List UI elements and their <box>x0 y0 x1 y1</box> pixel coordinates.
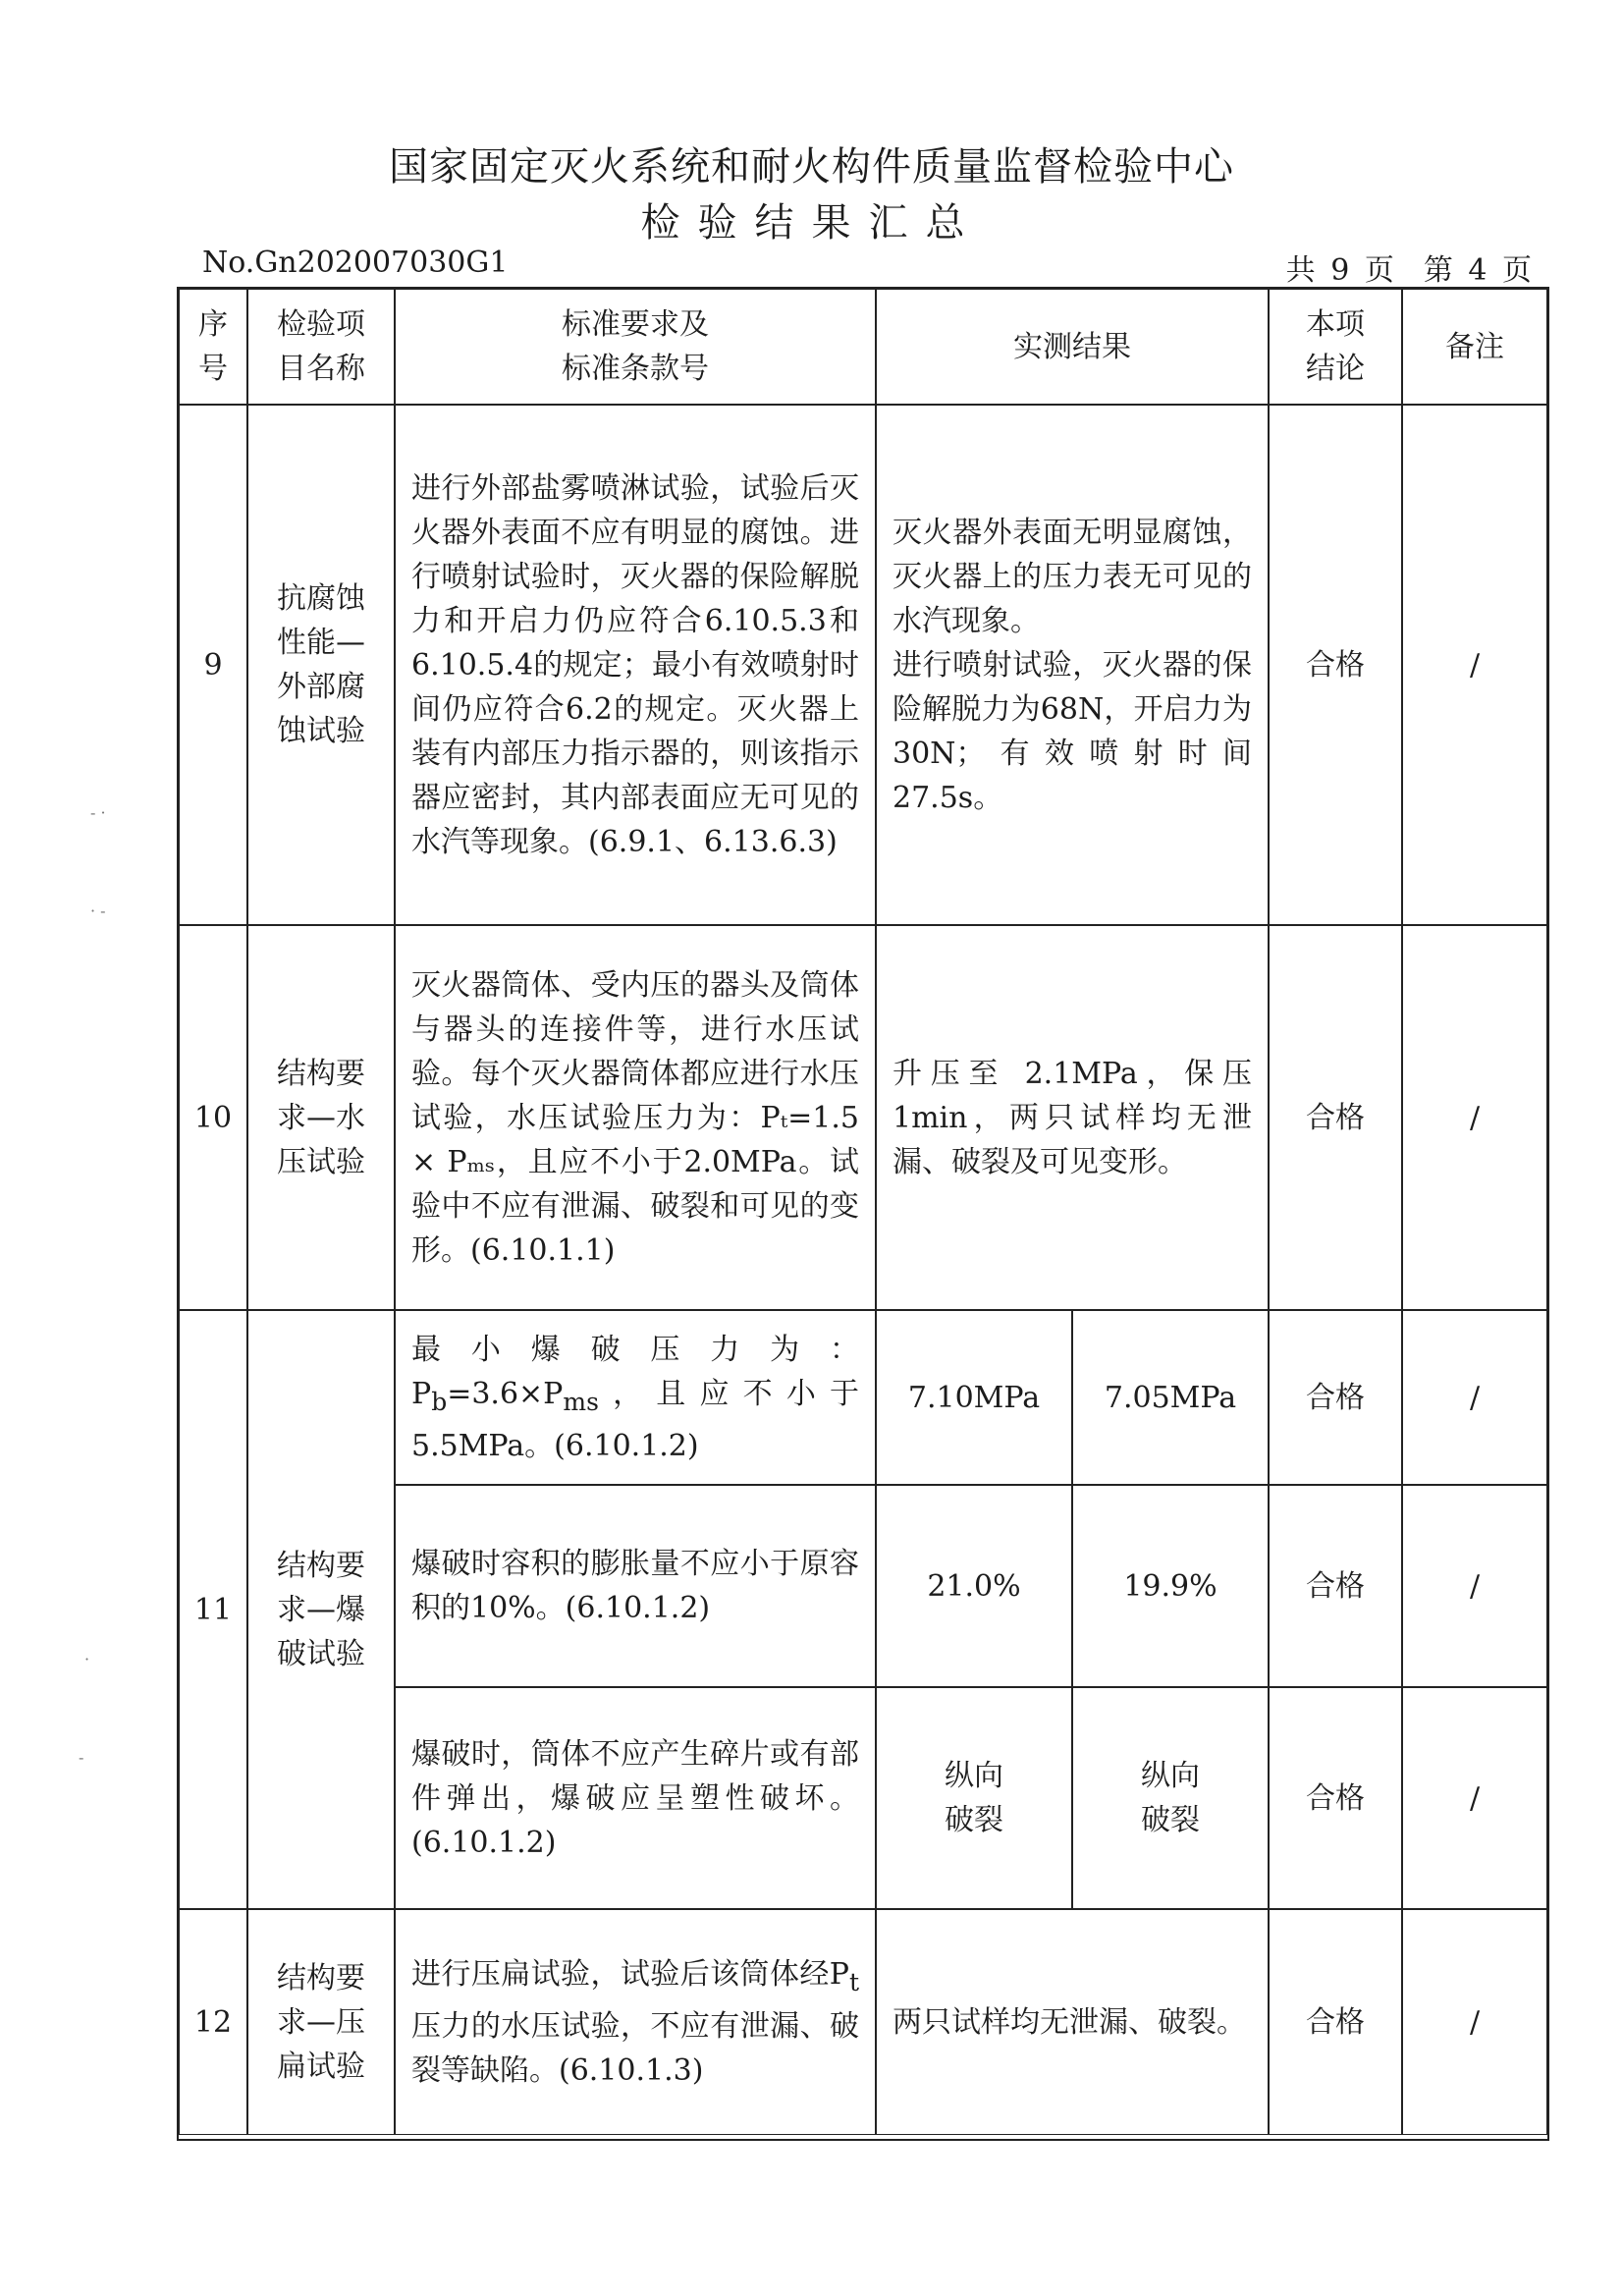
header-requirement: 标准要求及 标准条款号 <box>395 289 876 405</box>
scan-speck: · <box>84 1650 90 1668</box>
page-info: 共 9 页 第 4 页 <box>1285 253 1532 288</box>
table-subrow-conclusion: 合格 <box>1269 1485 1402 1687</box>
header-result: 实测结果 <box>876 289 1269 405</box>
table-subrow-result-b: 19.9% <box>1072 1485 1269 1687</box>
scan-speck: · ‐ <box>90 902 106 920</box>
table-row-item: 抗腐蚀 性能— 外部腐 蚀试验 <box>247 405 395 925</box>
table-row-seq: 10 <box>179 925 247 1310</box>
table-row-conclusion: 合格 <box>1269 925 1402 1310</box>
table-subrow-conclusion: 合格 <box>1269 1310 1402 1485</box>
org-title: 国家固定灭火系统和耐火构件质量监督检验中心 <box>389 144 1234 190</box>
table-subrow-result-b: 纵向 破裂 <box>1072 1687 1269 1909</box>
scan-speck: ‐ <box>79 1748 84 1767</box>
table-row-conclusion: 合格 <box>1269 1909 1402 2135</box>
doc-title: 检验结果汇总 <box>640 200 983 246</box>
header-seq: 序 号 <box>179 289 247 405</box>
table-subrow-requirement: 最小爆破压力为：$P_b=3.6\times P_{ms}$，且应不小于5.5MPa。(6.10.1.2) <box>395 1310 876 1485</box>
table-subrow-remark: / <box>1402 1485 1547 1687</box>
header-item: 检验项 目名称 <box>247 289 395 405</box>
table-row-seq: 11 <box>179 1310 247 1909</box>
report-number: No.Gn202007030G1 <box>202 246 509 280</box>
table-row-result: 灭火器外表面无明显腐蚀，灭火器上的压力表无可见的水汽现象。 进行喷射试验，灭火器的保险解脱力为68N，开启力为30N；有效喷射时间27.5s。 <box>876 405 1269 925</box>
table-row-remark: / <box>1402 925 1547 1310</box>
table-subrow-result-a: 7.10MPa <box>876 1310 1072 1485</box>
table-row-result: 升压至 2.1MPa，保压1min，两只试样均无泄漏、破裂及可见变形。 <box>876 925 1269 1310</box>
table-row-remark: / <box>1402 405 1547 925</box>
table-subrow-result-b: 7.05MPa <box>1072 1310 1269 1485</box>
table-subrow-remark: / <box>1402 1687 1547 1909</box>
table-row-item: 结构要 求—爆 破试验 <box>247 1310 395 1909</box>
table-row-item: 结构要 求—水 压试验 <box>247 925 395 1310</box>
table-row-seq: 9 <box>179 405 247 925</box>
table-row-remark: / <box>1402 1909 1547 2135</box>
table-subrow-remark: / <box>1402 1310 1547 1485</box>
table-subrow-conclusion: 合格 <box>1269 1687 1402 1909</box>
results-table <box>177 287 1549 2141</box>
table-row-requirement: 进行外部盐雾喷淋试验，试验后灭火器外表面不应有明显的腐蚀。进行喷射试验时，灭火器的保险解脱力和开启力仍应符合6.10.5.3和6.10.5.4的规定；最小有效喷射时间仍应符合6.2的规定。灭火器上装有内部压力指示器的，则该指示器应密封，其内部表面应无可见的水汽等现象。(6.9.1、6.13.6.3) <box>395 405 876 925</box>
table-row-item: 结构要 求—压 扁试验 <box>247 1909 395 2135</box>
header-remark: 备注 <box>1402 289 1547 405</box>
table-subrow-result-a: 21.0% <box>876 1485 1072 1687</box>
table-row-requirement: 进行压扁试验，试验后该筒体经$P_t$压力的水压试验，不应有泄漏、破裂等缺陷。(6.10.1.3) <box>395 1909 876 2135</box>
table-subrow-requirement: 爆破时容积的膨胀量不应小于原容积的10%。(6.10.1.2) <box>395 1485 876 1687</box>
table-row-seq: 12 <box>179 1909 247 2135</box>
table-subrow-result-a: 纵向 破裂 <box>876 1687 1072 1909</box>
scan-speck: ‐ · <box>90 803 106 822</box>
table-subrow-requirement: 爆破时，筒体不应产生碎片或有部件弹出，爆破应呈塑性破坏。(6.10.1.2) <box>395 1687 876 1909</box>
table-row-conclusion: 合格 <box>1269 405 1402 925</box>
header-conclusion: 本项 结论 <box>1269 289 1402 405</box>
table-row-result: 两只试样均无泄漏、破裂。 <box>876 1909 1269 2135</box>
table-row-requirement: 灭火器筒体、受内压的器头及筒体与器头的连接件等，进行水压试验。每个灭火器筒体都应进行水压试验，水压试验压力为：Pₜ=1.5 × Pₘₛ，且应不小于2.0MPa。试验中不应有泄漏、破裂和可见的变形。(6.10.1.1) <box>395 925 876 1310</box>
